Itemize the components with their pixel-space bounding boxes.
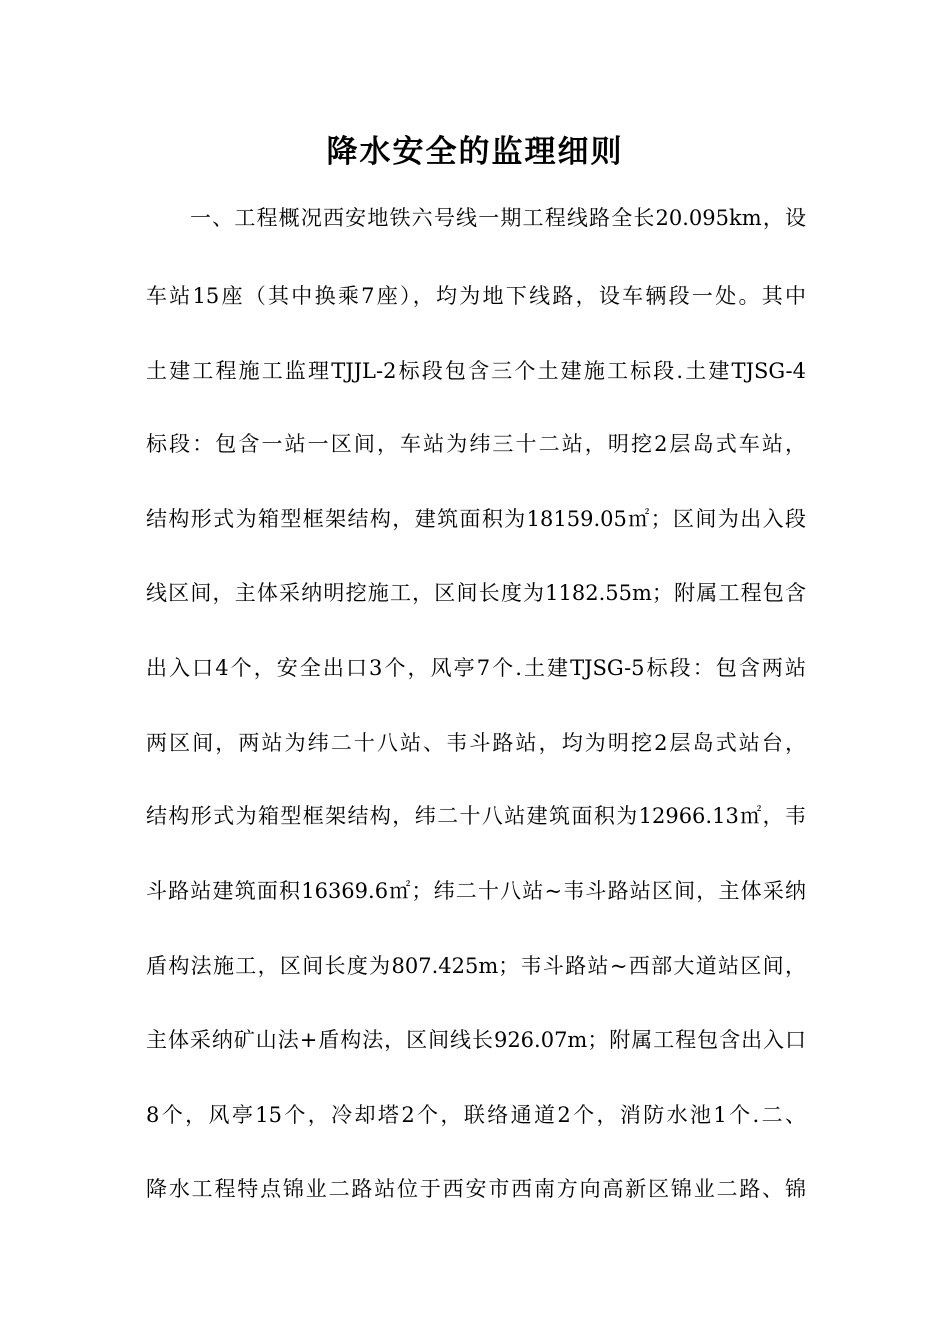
paragraph-line: 结构形式为箱型框架结构，建筑面积为18159.05㎡；区间为出入段 [146,507,806,531]
paragraph-line: 斗路站建筑面积16369.6㎡；纬二十八站~韦斗路站区间，主体采纳 [146,879,806,903]
paragraph-line: 主体采纳矿山法+盾构法，区间线长926.07m；附属工程包含出入口 [146,1028,806,1052]
paragraph-line: 盾构法施工，区间长度为807.425m；韦斗路站~西部大道站区间， [146,954,806,978]
paragraph-line: 两区间，两站为纬二十八站、韦斗路站，均为明挖2层岛式站台， [146,731,806,755]
paragraph-line: 出入口4个，安全出口3个，风亭7个.土建TJSG-5标段：包含两站 [146,656,806,680]
paragraph-line: 结构形式为箱型框架结构，纬二十八站建筑面积为12966.13㎡，韦 [146,804,806,828]
paragraph-line: 标段：包含一站一区间，车站为纬三十二站，明挖2层岛式车站， [146,432,806,456]
paragraph-line: 车站15座（其中换乘7座），均为地下线路，设车辆段一处。其中 [146,284,806,308]
paragraph-line: 一、工程概况西安地铁六号线一期工程线路全长20.095km，设 [190,206,806,230]
paragraph-line: 线区间，主体采纳明挖施工，区间长度为1182.55m；附属工程包含 [146,581,806,605]
paragraph-line: 降水工程特点锦业二路站位于西安市西南方向高新区锦业二路、锦 [146,1177,806,1201]
document-title: 降水安全的监理细则 [326,134,624,170]
paragraph-line: 土建工程施工监理TJJL-2标段包含三个土建施工标段.土建TJSG-4 [146,359,806,383]
paragraph-line: 8个，风亭15个，冷却塔2个，联络通道2个，消防水池1个.二、 [146,1103,806,1127]
